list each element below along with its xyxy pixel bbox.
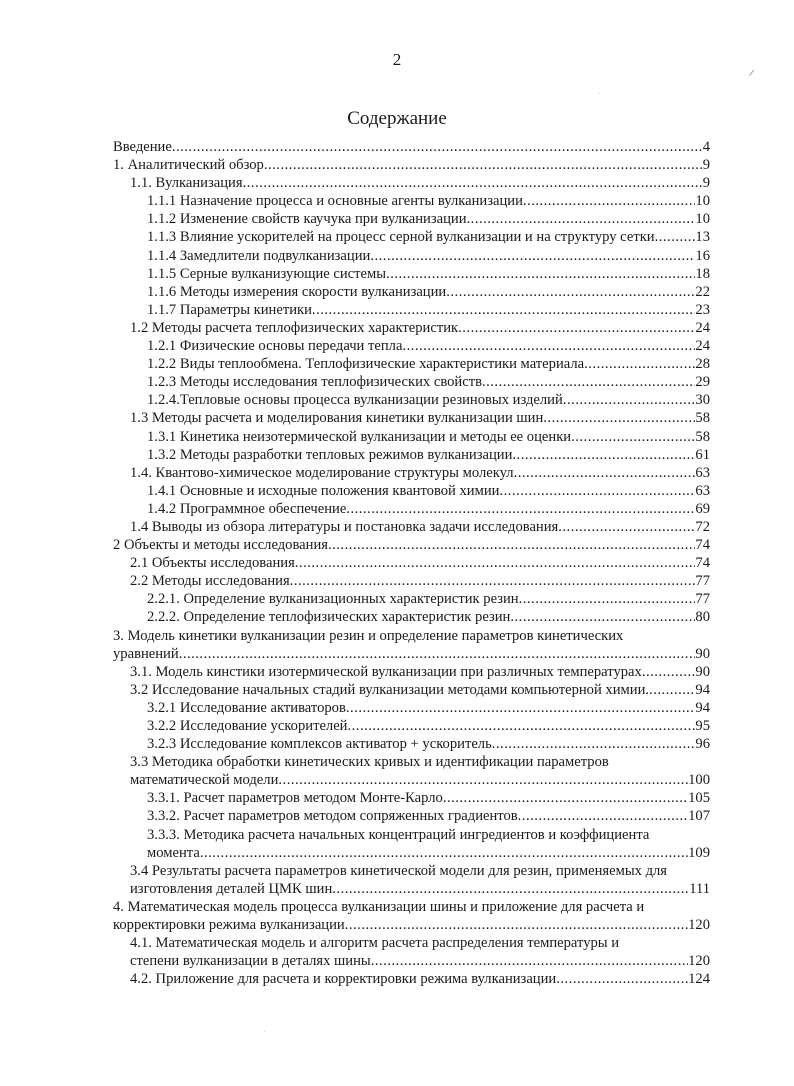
toc-entry-page: 94 bbox=[695, 699, 710, 716]
toc-entry-page: 69 bbox=[695, 500, 710, 517]
toc-entry-label: 2.1 Объекты исследования bbox=[130, 555, 295, 572]
toc-entry-page: 9 bbox=[702, 175, 710, 192]
toc-entry-label-continuation: математической модели bbox=[130, 772, 279, 789]
toc-entry-label: 1.1.2 Изменение свойств каучука при вулканизации bbox=[147, 211, 467, 228]
toc-entry[interactable] bbox=[113, 590, 710, 608]
toc-entry-label: 1.4.1 Основные и исходные положения квантовой химии bbox=[147, 482, 500, 499]
toc-entry-label: 1.1.5 Серные вулканизующие системы bbox=[147, 265, 387, 282]
dot-leader bbox=[571, 428, 695, 446]
toc-entry[interactable] bbox=[113, 699, 710, 717]
dot-leader bbox=[558, 518, 695, 536]
toc-entry-label: 3.2.3 Исследование комплексов активатор + ускоритель bbox=[147, 736, 492, 753]
dot-leader bbox=[482, 373, 695, 391]
toc-entry-page: 94 bbox=[695, 681, 710, 698]
toc-entry-page: 90 bbox=[695, 645, 710, 662]
toc-entry-label: 1.1. Вулканизация bbox=[130, 175, 243, 192]
toc-entry-continuation[interactable] bbox=[113, 844, 710, 862]
toc-entry-label-continuation: уравнений bbox=[113, 645, 179, 662]
toc-entry-page: 9 bbox=[702, 157, 710, 174]
toc-entry[interactable] bbox=[113, 464, 710, 482]
toc-entry-label: 3.2 Исследование начальных стадий вулканизации методами компьютерной химии. bbox=[130, 681, 650, 698]
dot-leader bbox=[510, 608, 695, 626]
toc-entry[interactable] bbox=[113, 536, 710, 554]
dot-leader bbox=[371, 952, 688, 970]
toc-entry-label: 1.2 Методы расчета теплофизических характеристик bbox=[130, 319, 459, 336]
toc-entry-label: 3.2.1 Исследование активаторов bbox=[147, 699, 346, 716]
dot-leader bbox=[345, 916, 688, 934]
toc-entry[interactable] bbox=[113, 265, 710, 283]
dot-leader bbox=[649, 681, 695, 699]
toc-entry-continuation[interactable] bbox=[113, 952, 710, 970]
dot-leader bbox=[172, 138, 703, 156]
scan-artifact: . bbox=[599, 90, 601, 96]
toc-entry-label: 2.2 Методы исследования bbox=[130, 573, 290, 590]
toc-entry-page: 24 bbox=[695, 319, 710, 336]
dot-leader bbox=[584, 355, 695, 373]
dot-leader bbox=[264, 156, 703, 174]
toc-entry-label: 2.2.2. Определение теплофизических характеристик резин bbox=[147, 609, 511, 626]
dot-leader bbox=[243, 174, 703, 192]
toc-entry-label: 3.1. Модель кинстики изотермической вулканизации при различных температурах bbox=[130, 663, 642, 680]
toc-entry[interactable] bbox=[113, 355, 710, 373]
toc-entry-continuation[interactable] bbox=[113, 880, 710, 898]
dot-leader bbox=[556, 970, 688, 988]
toc-entry[interactable] bbox=[113, 789, 710, 807]
toc-entry-label: 1.2.3 Методы исследования теплофизических свойств bbox=[147, 374, 482, 391]
toc-entry[interactable] bbox=[113, 409, 710, 427]
toc-entry-continuation[interactable] bbox=[113, 771, 710, 789]
toc-entry-label: 1.2.4.Тепловые основы процесса вулканизации резиновых изделий bbox=[147, 392, 563, 409]
toc-entry-label: 1.3.1 Кинетика неизотермической вулканизации и методы ее оценки bbox=[147, 428, 572, 445]
toc-entry-label-continuation: степени вулканизации в деталях шины bbox=[130, 953, 371, 970]
toc-entry[interactable] bbox=[113, 337, 710, 355]
dot-leader bbox=[446, 283, 695, 301]
page-number: 2 bbox=[392, 50, 402, 69]
toc-entry[interactable] bbox=[113, 210, 710, 228]
toc-entry[interactable] bbox=[113, 301, 710, 319]
toc-entry[interactable] bbox=[113, 681, 710, 699]
toc-entry-page: 96 bbox=[695, 736, 710, 753]
toc-entry[interactable] bbox=[113, 428, 710, 446]
toc-entry[interactable] bbox=[113, 192, 710, 210]
toc-entry[interactable] bbox=[113, 319, 710, 337]
dot-leader bbox=[458, 319, 695, 337]
dot-leader bbox=[346, 500, 695, 518]
toc-entry-label: 1.1.6 Методы измерения скорости вулканизации bbox=[147, 283, 447, 300]
toc-entry-page: 63 bbox=[695, 482, 710, 499]
dot-leader bbox=[179, 645, 696, 663]
toc-entry-page: 74 bbox=[695, 555, 710, 572]
toc-entry-label: 1.4. Квантово-химическое моделирование структуры молекул bbox=[130, 464, 514, 481]
toc-entry[interactable] bbox=[113, 138, 710, 156]
toc-entry-page: 22 bbox=[695, 283, 710, 300]
toc-entry-label: 3.3.3. Методика расчета начальных концентраций ингредиентов и коэффициента bbox=[147, 826, 650, 843]
toc-entry-page: 100 bbox=[688, 772, 710, 789]
toc-entry-page: 77 bbox=[695, 573, 710, 590]
toc-entry-page: 77 bbox=[695, 591, 710, 608]
toc-entry-label: 1.1.7 Параметры кинетики bbox=[147, 301, 312, 318]
toc-entry[interactable] bbox=[113, 970, 710, 988]
toc-entry-label: 1.2.1 Физические основы передачи тепла bbox=[147, 338, 403, 355]
dot-leader bbox=[512, 446, 695, 464]
toc-entry[interactable] bbox=[113, 627, 710, 645]
dot-leader bbox=[295, 554, 696, 572]
toc-entry-page: 18 bbox=[695, 265, 710, 282]
toc-entry-page: 23 bbox=[695, 301, 710, 318]
page-title: Содержание bbox=[347, 108, 447, 129]
toc-entry-label: 1.1.4 Замедлители подвулканизации bbox=[147, 247, 371, 264]
toc-entry-label: 3.2.2 Исследование ускорителей bbox=[147, 718, 348, 734]
toc-entry-page: 16 bbox=[695, 247, 710, 264]
toc-entry-page: 120 bbox=[688, 953, 710, 970]
toc-entry[interactable] bbox=[113, 717, 710, 735]
toc-entry-page: 105 bbox=[688, 790, 710, 807]
toc-entry-page: 13 bbox=[695, 229, 710, 246]
toc-entry-label: 2.2.1. Определение вулканизационных характеристик резин bbox=[147, 591, 519, 608]
toc-entry-label: 4.1. Математическая модель и алгоритм расчета распределения температуры и bbox=[130, 935, 620, 952]
toc-entry-label: 1.2.2 Виды теплообмена. Теплофизические характеристики материала bbox=[147, 356, 585, 373]
toc-entry-page: 111 bbox=[689, 880, 710, 897]
toc-entry-label-continuation: изготовления деталей ЦМК шин bbox=[130, 880, 333, 897]
toc-entry-label: Введение bbox=[113, 139, 172, 155]
toc-entry-page: 4 bbox=[702, 139, 710, 155]
toc-entry-label-continuation: момента bbox=[147, 844, 200, 861]
toc-entry-page: 58 bbox=[695, 428, 710, 445]
toc-entry[interactable] bbox=[113, 554, 710, 572]
dot-leader bbox=[346, 699, 696, 717]
dot-leader bbox=[642, 663, 696, 681]
toc-entry-label: 1.1.3 Влияние ускорителей на процесс серной вулканизации и на структуру сетки bbox=[147, 229, 655, 246]
dot-leader bbox=[402, 337, 695, 355]
toc-entry-label: 1. Аналитический обзор bbox=[113, 157, 264, 174]
toc-entry-page: 109 bbox=[688, 844, 710, 861]
dot-leader bbox=[328, 536, 695, 554]
dot-leader bbox=[278, 771, 688, 789]
toc-entry[interactable] bbox=[113, 572, 710, 590]
toc-entry-page: 95 bbox=[695, 718, 710, 734]
toc-entry-label: 1.3 Методы расчета и моделирования кинетики вулканизации шин bbox=[130, 410, 544, 427]
toc-entry-page: 58 bbox=[695, 410, 710, 427]
toc-entry-page: 90 bbox=[695, 663, 710, 680]
scan-artifact: . bbox=[264, 1028, 266, 1034]
dot-leader bbox=[492, 735, 696, 753]
toc-entry[interactable] bbox=[113, 898, 710, 916]
toc-entry-page: 80 bbox=[695, 609, 710, 626]
toc-entry-label: 4.2. Приложение для расчета и корректировки режима вулканизации bbox=[130, 971, 557, 988]
dot-leader bbox=[563, 391, 696, 409]
toc-entry-page: 30 bbox=[695, 392, 710, 409]
scan-artifact: / bbox=[748, 67, 755, 80]
toc-entry-label: 1.4.2 Программное обеспечение bbox=[147, 500, 347, 517]
dot-leader bbox=[386, 265, 695, 283]
toc-entry[interactable] bbox=[113, 228, 710, 246]
toc-entry[interactable] bbox=[113, 807, 710, 825]
toc-entry[interactable] bbox=[113, 518, 710, 536]
toc-entry-page: 29 bbox=[695, 374, 710, 391]
toc-entry-page: 74 bbox=[695, 537, 710, 554]
toc-entry[interactable] bbox=[113, 500, 710, 518]
toc-entry-label: 3.3 Методика обработки кинетических кривых и идентификации параметров bbox=[130, 754, 609, 771]
toc-entry[interactable] bbox=[113, 373, 710, 391]
toc-entry-label: 2 Объекты и методы исследования bbox=[113, 537, 328, 554]
toc-entry[interactable] bbox=[113, 174, 710, 192]
toc-entry[interactable] bbox=[113, 391, 710, 409]
toc-entry[interactable] bbox=[113, 283, 710, 301]
toc-entry-page: 10 bbox=[695, 193, 710, 210]
toc-entry[interactable] bbox=[113, 862, 710, 880]
toc-entry-continuation[interactable] bbox=[113, 645, 710, 663]
toc-entry[interactable] bbox=[113, 156, 710, 174]
toc-entry-page: 72 bbox=[695, 518, 710, 535]
dot-leader bbox=[443, 789, 688, 807]
toc-entry[interactable] bbox=[113, 482, 710, 500]
toc-entry-page: 24 bbox=[695, 338, 710, 355]
toc-entry-label: 3.3.1. Расчет параметров методом Монте-Карло bbox=[147, 790, 443, 807]
toc-entry-label: 1.4 Выводы из обзора литературы и постановка задачи исследования bbox=[130, 518, 559, 535]
dot-leader bbox=[499, 482, 695, 500]
dot-leader bbox=[348, 717, 696, 735]
dot-leader bbox=[467, 210, 696, 228]
toc-entry-label: 3.4 Результаты расчета параметров кинетической модели для резин, применяемых для bbox=[130, 862, 668, 879]
toc-entry-label: 1.1.1 Назначение процесса и основные агенты вулканизации bbox=[147, 193, 523, 210]
toc-entry-label: 3.3.2. Расчет параметров методом сопряженных градиентов bbox=[147, 808, 518, 825]
toc-entry-page: 107 bbox=[688, 808, 710, 825]
toc-entry-label: 4. Математическая модель процесса вулканизации шины и приложение для расчета и bbox=[113, 898, 645, 915]
dot-leader bbox=[290, 572, 696, 590]
toc-entry-continuation[interactable] bbox=[113, 916, 710, 934]
toc-entry[interactable] bbox=[113, 663, 710, 681]
dot-leader bbox=[518, 807, 688, 825]
dot-leader bbox=[332, 880, 689, 898]
table-of-contents bbox=[113, 138, 710, 988]
toc-entry[interactable] bbox=[113, 247, 710, 265]
toc-entry-page: 28 bbox=[695, 356, 710, 373]
toc-entry[interactable] bbox=[113, 753, 710, 771]
toc-entry-page: 10 bbox=[695, 211, 710, 228]
dot-leader bbox=[200, 844, 688, 862]
dot-leader bbox=[523, 192, 696, 210]
dot-leader bbox=[655, 228, 696, 246]
toc-entry[interactable] bbox=[113, 826, 710, 844]
toc-entry[interactable] bbox=[113, 446, 710, 464]
toc-entry-page: 120 bbox=[688, 917, 710, 934]
toc-entry[interactable] bbox=[113, 608, 710, 626]
dot-leader bbox=[514, 464, 696, 482]
dot-leader bbox=[519, 590, 696, 608]
dot-leader bbox=[543, 409, 695, 427]
toc-entry-label-continuation: корректировки режима вулканизации bbox=[113, 917, 345, 934]
toc-entry-page: 63 bbox=[695, 464, 710, 481]
toc-entry[interactable] bbox=[113, 735, 710, 753]
dot-leader bbox=[312, 301, 695, 319]
dot-leader bbox=[370, 247, 695, 265]
toc-entry-label: 3. Модель кинетики вулканизации резин и определение параметров кинетических bbox=[113, 627, 624, 644]
toc-entry-page: 124 bbox=[688, 971, 710, 988]
toc-entry-label: 1.3.2 Методы разработки тепловых режимов вулканизации bbox=[147, 446, 513, 463]
toc-entry-page: 61 bbox=[695, 446, 710, 463]
toc-entry[interactable] bbox=[113, 934, 710, 952]
